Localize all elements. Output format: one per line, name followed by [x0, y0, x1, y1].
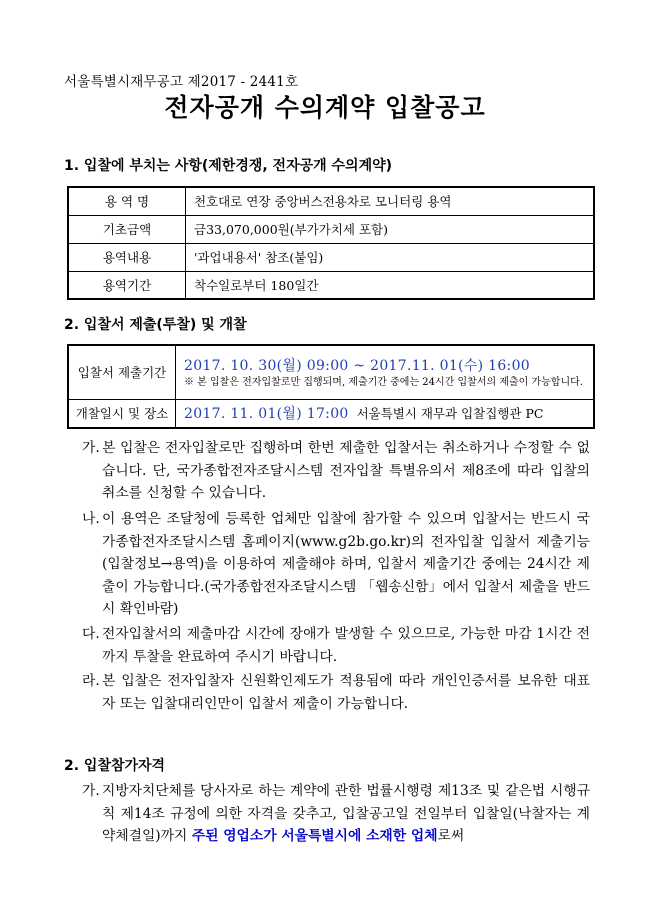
project-info-table [67, 186, 595, 300]
open-label: 개찰일시 및 장소 [68, 399, 176, 428]
row-label: 용 역 명 [68, 187, 186, 215]
submit-period-value: 2017. 10. 30(월) 09:00 ~ 2017.11. 01(수) 16:00 [184, 358, 530, 375]
item-marker: 라. [82, 673, 100, 689]
item-text: 이 용역은 조달청에 등록한 업체만 입찰에 참가할 수 있으며 입찰서는 반드시 국가종합전자조달시스템 홈페이지(www.g2b.go.kr)의 전자입찰 입찰서 제출기능(입찰정보→용역)을 이용하여 제출해야 하며, 입찰서 제출기간 중에는 24시간 제출이 가능합니다.(국가종합전자조달시스템 「웹송신함」에서 입찰서 제출을 반드시 확인바람) [102, 511, 590, 617]
list-item [82, 437, 590, 505]
list-item [82, 670, 590, 715]
table-row [68, 215, 594, 243]
list-item [82, 508, 590, 621]
table-row [68, 271, 594, 299]
item-text-after: 로써 [437, 828, 465, 844]
row-value: 착수일로부터 180일간 [186, 271, 595, 299]
submission-table [67, 344, 595, 429]
item-marker: 다. [82, 626, 100, 642]
submit-period-note: ※ 본 입찰은 전자입찰로만 집행되며, 제출기간 중에는 24시간 입찰서의 제출이 가능합니다. [184, 377, 583, 389]
list-item [82, 780, 590, 848]
row-label: 용역내용 [68, 243, 186, 271]
row-label: 기초금액 [68, 215, 186, 243]
submit-period-label: 입찰서 제출기간 [68, 345, 176, 399]
item-marker: 가. [82, 783, 100, 799]
row-label: 용역기간 [68, 271, 186, 299]
item-text: 본 입찰은 전자입찰자 신원확인제도가 적용됨에 따라 개인인증서를 보유한 대표자 또는 입찰대리인만이 입찰서 제출이 가능합니다. [102, 673, 590, 712]
item-text: 전자입찰서의 제출마감 시간에 장애가 발생할 수 있으므로, 가능한 마감 1시간 전까지 투찰을 완료하여 주시기 바랍니다. [102, 626, 590, 665]
table-row [68, 243, 594, 271]
table-row [68, 187, 594, 215]
section2-heading: 2. 입찰서 제출(투찰) 및 개찰 [64, 317, 247, 333]
item-text-before: 지방자치단체를 당사자로 하는 계약에 관한 법률시행령 제13조 및 같은법 시행규칙 제14조 규정에 의한 자격을 갖추고, 입찰공고일 전일부터 입찰일(낙찰자는 계약체결일)까지 [102, 783, 590, 844]
emphasized-text: 주된 영업소가 서울특별시에 소재한 업체 [191, 828, 438, 844]
submit-period-cell [176, 345, 595, 399]
list-item [82, 623, 590, 668]
notice-number: 서울특별시재무공고 제2017 - 2441호 [64, 74, 299, 90]
item-text [102, 780, 590, 848]
row-value: 천호대로 연장 중앙버스전용차로 모니터링 용역 [186, 187, 595, 215]
page-title: 전자공개 수의계약 입찰공고 [164, 93, 486, 122]
row-value: '과업내용서' 참조(붙임) [186, 243, 595, 271]
section1-heading: 1. 입찰에 부치는 사항(제한경쟁, 전자공개 수의계약) [64, 158, 393, 174]
open-cell [176, 399, 595, 428]
item-marker: 나. [82, 511, 100, 527]
section3-heading: 2. 입찰참가자격 [64, 758, 166, 774]
open-time: 2017. 11. 01(월) 17:00 [184, 406, 349, 423]
table-row [68, 345, 594, 399]
table-row [68, 399, 594, 428]
item-text: 본 입찰은 전자입찰로만 집행하며 한번 제출한 입찰서는 취소하거나 수정할 수 없습니다. 단, 국가종합전자조달시스템 전자입찰 특별유의서 제8조에 따라 입찰의 취소를 신청할 수 있습니다. [102, 440, 590, 501]
item-marker: 가. [82, 440, 100, 456]
open-place: 서울특별시 재무과 입찰집행관 PC [356, 406, 544, 422]
row-value: 금33,070,000원(부가가치세 포함) [186, 215, 595, 243]
